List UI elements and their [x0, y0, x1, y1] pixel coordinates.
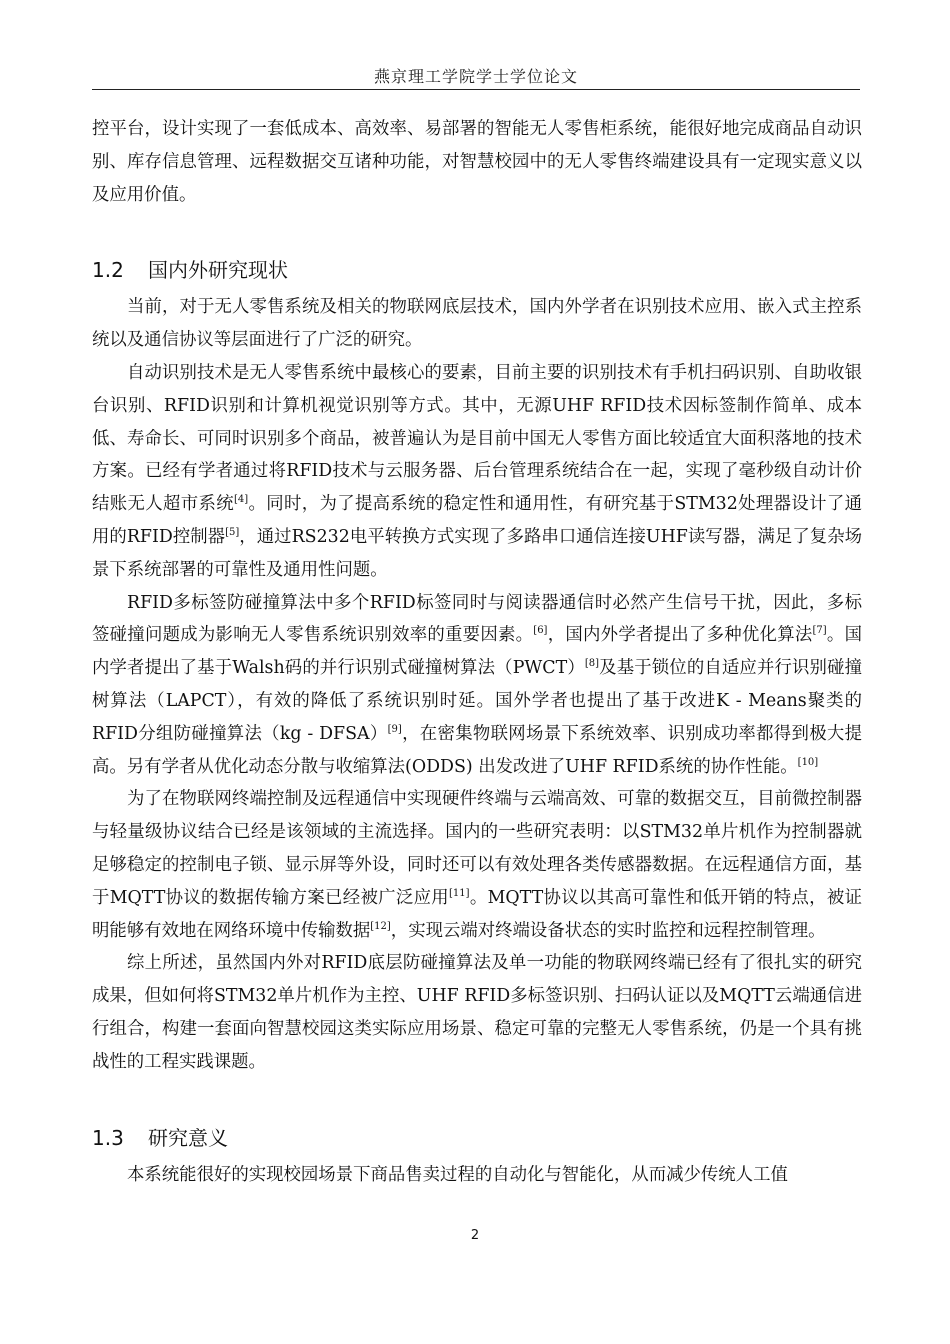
page-body [92, 113, 862, 1191]
running-header: 燕京理工学院学士学位论文 [373, 67, 578, 86]
section-heading-1-3 [92, 1121, 862, 1155]
citation: [6] [533, 625, 548, 637]
section-heading-1-2 [92, 253, 862, 287]
text-run: 。同时，为了提高系统的稳定性和通用性，有研究基于STM32处理器设计了通用的RFID控制器 [92, 494, 862, 547]
section-number: 1.3 [92, 1125, 124, 1150]
text-run: 自动识别技术是无人零售系统中最核心的要素，目前主要的识别技术有手机扫码识别、自助收银台识别、RFID识别和计算机视觉识别等方式。其中，无源UHF RFID技术因标签制作简单、成本低、寿命长、可同时识别多个商品，被普遍认为是目前中国无人零售方面比较适宜大面积落地的技术方案。已经有学者通过将RFID技术与云服务器、后台管理系统结合在一起，实现了毫秒级自动计价结账无人超市系统 [92, 362, 862, 515]
intro-paragraph: 控平台，设计实现了一套低成本、高效率、易部署的智能无人零售柜系统，能很好地完成商品自动识别、库存信息管理、远程数据交互诸种功能，对智慧校园中的无人零售终端建设具有一定现实意义以及应用价值。 [92, 119, 862, 205]
citation: [12] [370, 920, 391, 932]
paragraph-1: 当前，对于无人零售系统及相关的物联网底层技术，国内外学者在识别技术应用、嵌入式主控系统以及通信协议等层面进行了广泛的研究。 [92, 297, 862, 351]
citation: [11] [449, 887, 470, 899]
text-run: 为了在物联网终端控制及远程通信中实现硬件终端与云端高效、可靠的数据交互，目前微控制器与轻量级协议结合已经是该领域的主流选择。国内的一些研究表明：以STM32单片机作为控制器就足够稳定的控制电子锁、显示屏等外设，同时还可以有效处理各类传感器数据。在远程通信方面，基于MQTT协议的数据传输方案已经被广泛应用 [92, 789, 862, 908]
citation: [8] [584, 658, 600, 670]
citation: [9] [387, 723, 402, 735]
text-run: ，实现云端对终端设备状态的实时监控和远程控制管理。 [390, 920, 826, 941]
paragraph-5: 综上所述，虽然国内外对RFID底层防碰撞算法及单一功能的物联网终端已经有了很扎实的研究成果，但如何将STM32单片机作为主控、UHF RFID多标签识别、扫码认证以及MQTT云端通信进行组合，构建一套面向智慧校园这类实际应用场景、稳定可靠的完整无人零售系统，仍是一个具有挑战性的工程实践课题。 [92, 953, 862, 1072]
paragraph-4 [92, 783, 862, 947]
section-title: 研究意义 [148, 1125, 228, 1150]
citation: [10] [797, 756, 819, 768]
text-run: 及基于锁位的自适应并行识别碰撞树算法（LAPCT），有效的降低了系统识别时延。国外学者也提出了基于改进K - Means聚类的RFID分组防碰撞算法（kg - DFSA） [92, 658, 862, 744]
paragraph-6: 本系统能很好的实现校园场景下商品售卖过程的自动化与智能化，从而减少传统人工值 [127, 1164, 788, 1185]
text-run: ，通过RS232电平转换方式实现了多路串口通信连接UHF读写器，满足了复杂场景下系统部署的可靠性及通用性问题。 [92, 526, 863, 580]
section-number: 1.2 [92, 258, 124, 283]
section-title: 国内外研究现状 [148, 258, 288, 283]
text-run: 。MQTT协议以其高可靠性和低开销的特点，被证明能够有效地在网络环境中传输数据 [92, 887, 863, 941]
citation: [5] [225, 526, 240, 538]
text-run: 。国内学者提出了基于Walsh码的并行识别式碰撞树算法（PWCT） [92, 625, 862, 679]
header-rule [92, 89, 860, 90]
text-run: RFID多标签防碰撞算法中多个RFID标签同时与阅读器通信时必然产生信号干扰，因此，多标签碰撞问题成为影响无人零售系统识别效率的重要因素。 [92, 592, 862, 646]
citation: [4] [233, 494, 249, 506]
text-run: ，在密集物联网场景下系统效率、识别成功率都得到极大提高。另有学者从优化动态分散与收缩算法(ODDS) 出发改进了UHF RFID系统的协作性能。 [92, 723, 862, 777]
paragraph-3 [92, 587, 862, 784]
paragraph-2 [92, 357, 862, 587]
page-number: 2 [470, 1228, 480, 1243]
citation: [7] [812, 625, 827, 637]
text-run: ，国内外学者提出了多种优化算法 [547, 625, 813, 646]
